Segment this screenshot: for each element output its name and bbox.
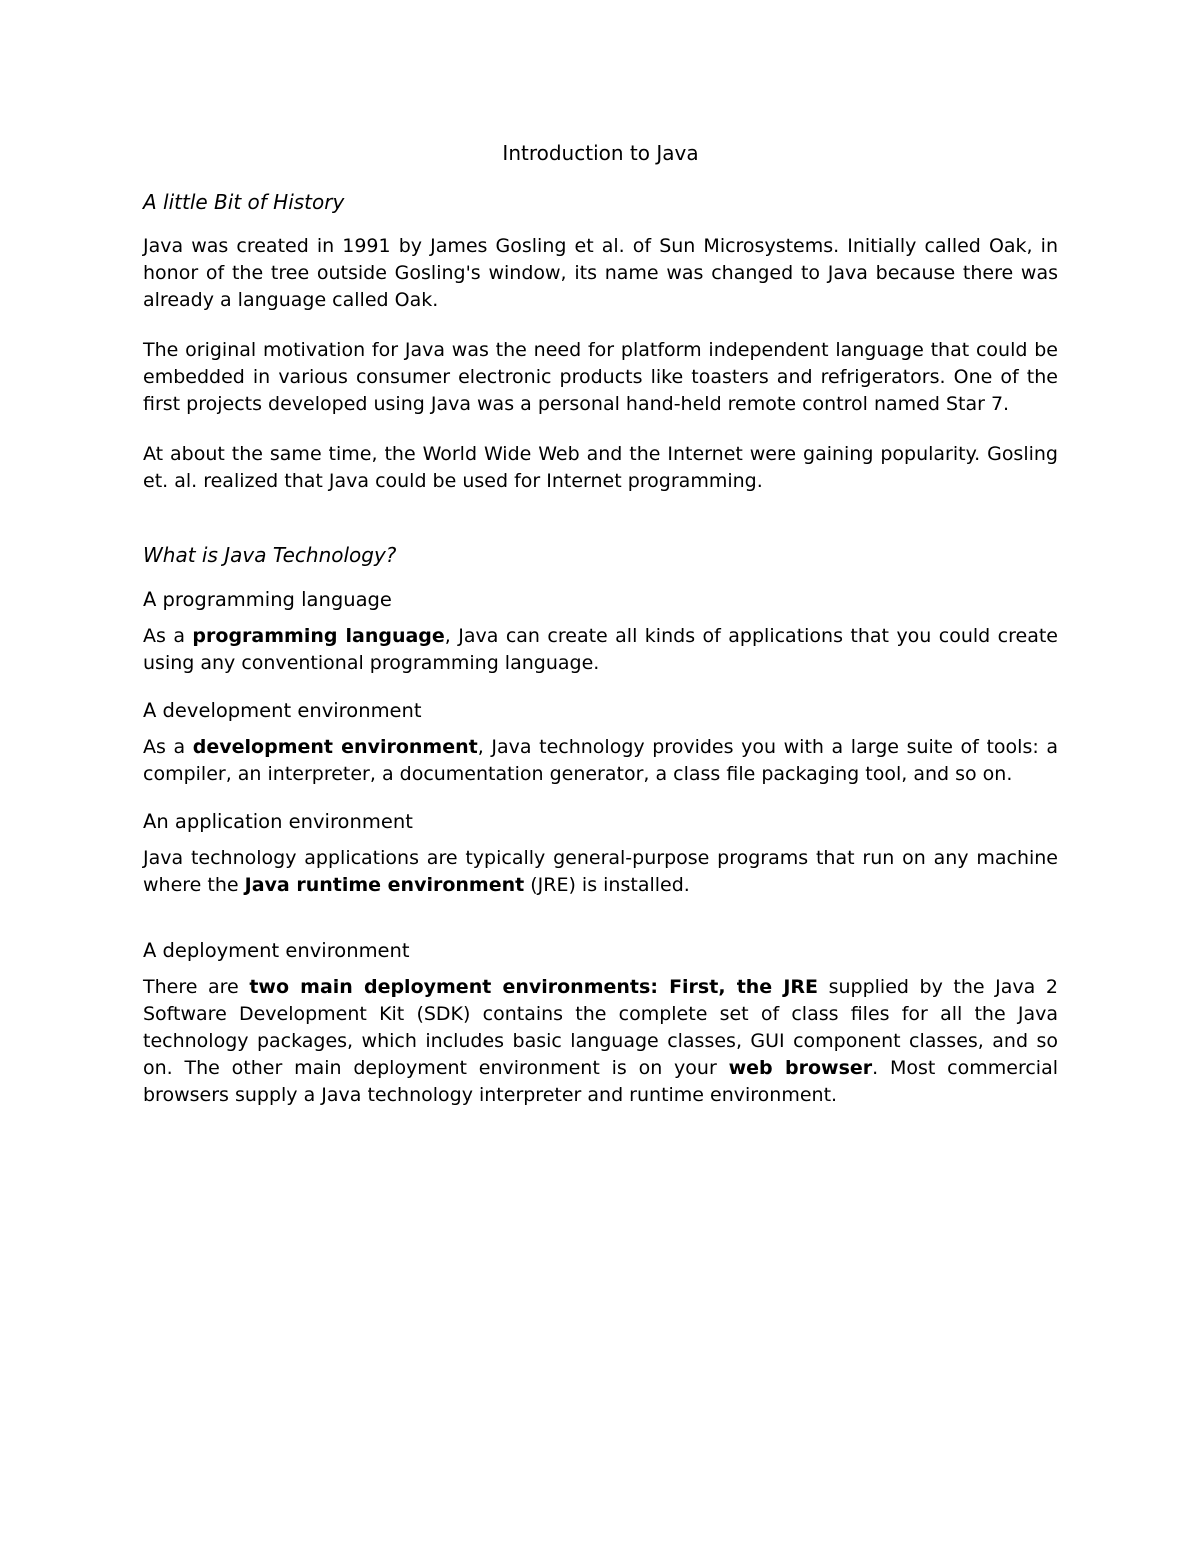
subheading-deployment-environment: A deployment environment (143, 939, 410, 962)
subheading-application-environment: An application environment (143, 810, 413, 833)
development-environment-paragraph (143, 734, 1058, 788)
history-paragraph-2: The original motivation for Java was the need for platform independent language that could be embedded in various consumer electronic products like toasters and refrigerators. One of the first projects developed using Java was a personal hand-held remote control named Star 7. (143, 339, 1058, 415)
document-page (143, 138, 1058, 1129)
application-text-pre: Java technology applications are typically general-purpose programs that run on any machine where the (143, 847, 1058, 896)
development-text-bold: development environment (192, 736, 478, 758)
development-text-pre: As a (143, 736, 193, 758)
deployment-environment-paragraph (143, 974, 1058, 1109)
subheading-programming-language: A programming language (143, 588, 392, 611)
document-title: Introduction to Java (502, 141, 699, 165)
deployment-text-bold-2: web browser (728, 1057, 873, 1079)
deployment-text-mid: supplied by the Java 2 Software Development Kit (SDK) contains the complete set of class files for all the Java technology packages, which includes basic language classes, GUI component classes, and so on. The other main deployment environment is on your (143, 976, 1058, 1079)
deployment-text-post: . Most commercial browsers supply a Java technology interpreter and runtime environment. (143, 1057, 1058, 1106)
subheading-development-environment: A development environment (143, 699, 422, 722)
programming-text-pre: As a (143, 625, 193, 647)
programming-language-paragraph (143, 623, 1058, 677)
programming-text-post: , Java can create all kinds of applications that you could create using any conventional programming language. (143, 625, 1058, 674)
development-text-post: , Java technology provides you with a large suite of tools: a compiler, an interpreter, a documentation generator, a class file packaging tool, and so on. (143, 736, 1059, 785)
deployment-text-pre: There are (143, 976, 250, 998)
history-paragraph-3: At about the same time, the World Wide Web and the Internet were gaining popularity. Gosling et. al. realized that Java could be used for Internet programming. (143, 443, 1058, 492)
application-environment-paragraph (143, 845, 1058, 899)
section-heading-history: A little Bit of History (143, 190, 345, 214)
history-paragraph-1: Java was created in 1991 by James Gosling et al. of Sun Microsystems. Initially called Oak, in honor of the tree outside Gosling's window, its name was changed to Java because there was already a language called Oak. (143, 235, 1058, 311)
section-heading-technology: What is Java Technology? (143, 543, 397, 567)
application-text-bold: Java runtime environment (244, 874, 525, 896)
deployment-text-bold-1: two main deployment environments: First, the JRE (249, 976, 819, 998)
application-text-post: (JRE) is installed. (524, 874, 690, 896)
programming-text-bold: programming language (192, 625, 445, 647)
